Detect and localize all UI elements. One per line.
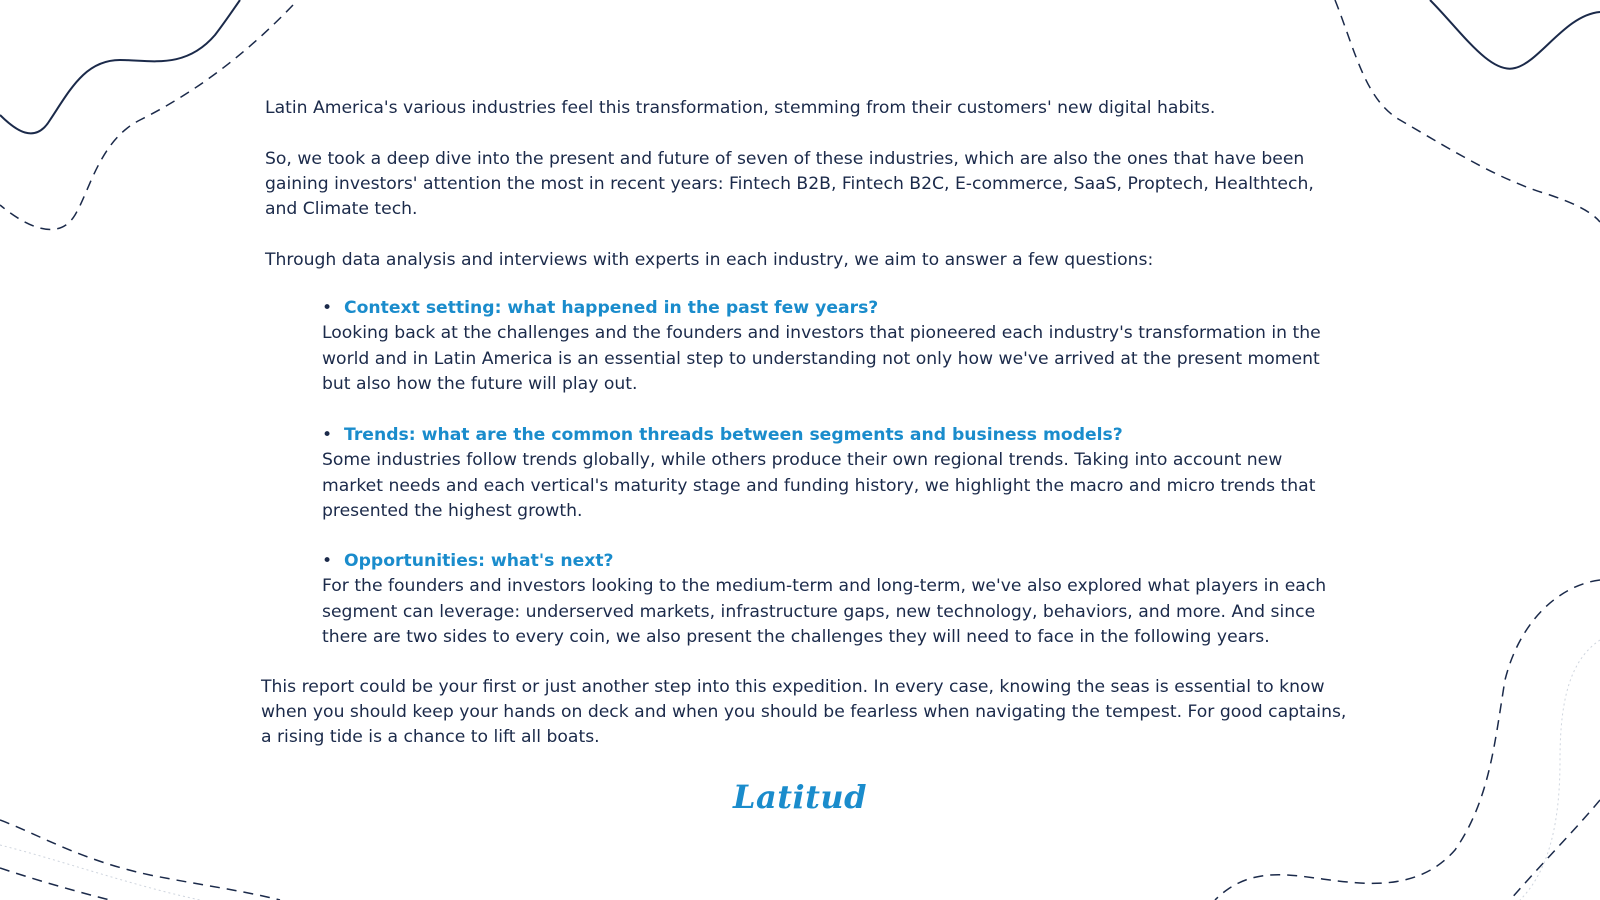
- bullet-item-context: [322, 296, 1342, 398]
- bullet-heading: Context setting: what happened in the past few years?: [344, 298, 879, 318]
- bullet-item-trends: [322, 423, 1342, 525]
- intro-paragraph-3: Through data analysis and interviews with experts in each industry, we aim to answer a few questions:: [265, 250, 1154, 270]
- intro-paragraph-2: So, we took a deep dive into the present and future of seven of these industries, which are also the ones that have been gaining investors' attention the most in recent years: Fintech B2B, Fintech B2C, E-commerce, SaaS, Proptech, Healthtech, and Climate tech.: [265, 149, 1314, 219]
- bullet-body: For the founders and investors looking to the medium-term and long-term, we've also explored what players in each segment can leverage: underserved markets, infrastructure gaps, new technology, behaviors, and more. And since there are two sides to every coin, we also present the challenges they will need to face in the following years.: [322, 576, 1327, 647]
- bullet-item-opportunities: [322, 549, 1342, 651]
- bullet-marker: •: [322, 425, 333, 445]
- intro-paragraph-1: Latin America's various industries feel this transformation, stemming from their customers' new digital habits.: [265, 98, 1216, 118]
- bullet-body: Looking back at the challenges and the founders and investors that pioneered each industry's transformation in the world and in Latin America is an essential step to understanding not only how we've arrived at the present moment but also how the future will play out.: [322, 323, 1321, 394]
- bullet-heading: Trends: what are the common threads between segments and business models?: [344, 425, 1123, 445]
- bullet-marker: •: [322, 551, 333, 571]
- bullet-body: Some industries follow trends globally, while others produce their own regional trends. Taking into account new market needs and each vertical's maturity stage and funding history, we highlight the macro and micro trends that presented the highest growth.: [322, 450, 1316, 521]
- bullet-marker: •: [322, 298, 333, 318]
- bullet-heading: Opportunities: what's next?: [344, 551, 614, 571]
- latitud-logo: Latitud: [732, 778, 868, 816]
- closing-paragraph: This report could be your first or just another step into this expedition. In every case, knowing the seas is essential to know when you should keep your hands on deck and when you should be fearless when navigating the tempest. For good captains, a rising tide is a chance to lift all boats.: [261, 677, 1347, 747]
